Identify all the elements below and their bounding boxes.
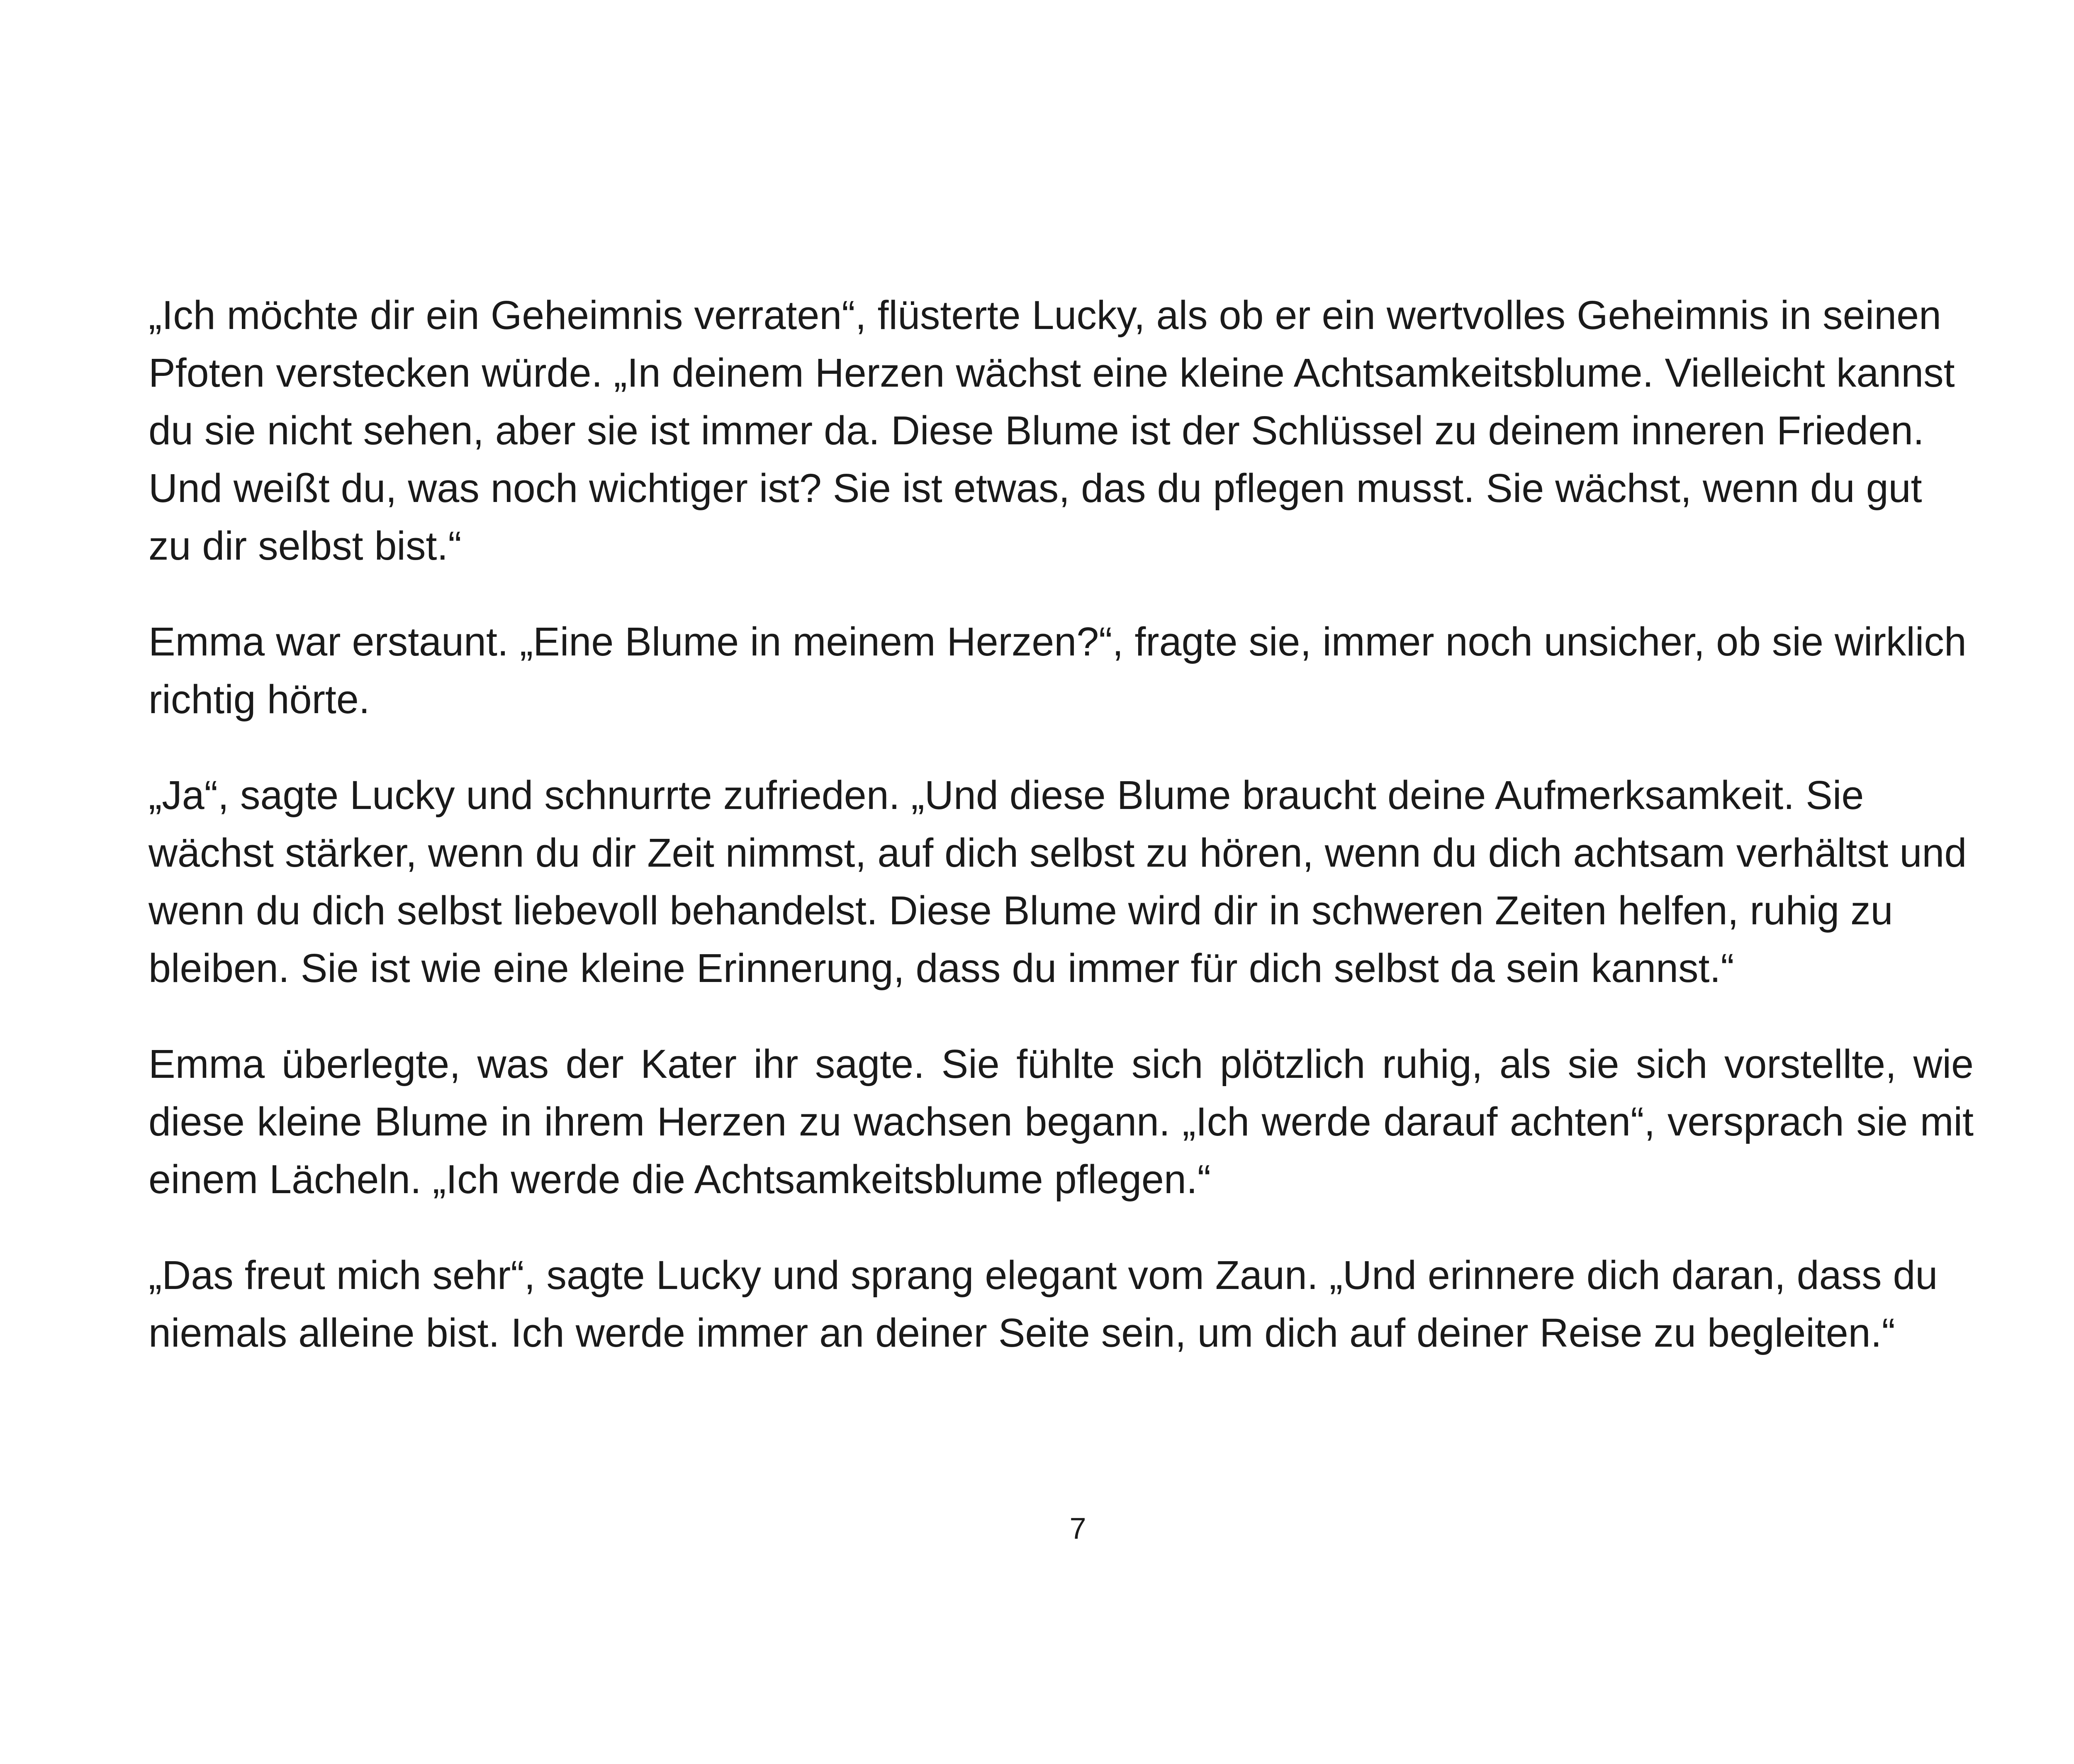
body-text <box>148 286 1974 1400</box>
paragraph-1: „Ich möchte dir ein Geheimnis verraten“, flüsterte Lucky, als ob er ein wertvolles Geheimnis in seinen Pfoten verstecken würde. „In deinem Herzen wächst eine kleine Achtsamkeitsblume. Vielleicht kannst du sie nicht sehen, aber sie ist immer da. Diese Blume ist der Schlüssel zu deinem inneren Frieden. Und weißt du, was noch wichtiger ist? Sie ist etwas, das du pflegen musst. Sie wächst, wenn du gut zu dir selbst bist.“ <box>148 292 1955 568</box>
paragraph-2: Emma war erstaunt. „Eine Blume in meinem Herzen?“, fragte sie, immer noch unsicher, ob sie wirklich richtig hörte. <box>148 619 1967 722</box>
page-number: 7 <box>1069 1512 1086 1545</box>
paragraph-3: „Ja“, sagte Lucky und schnurrte zufrieden. „Und diese Blume braucht deine Aufmerksamkeit. Sie wächst stärker, wenn du dir Zeit nimmst, auf dich selbst zu hören, wenn du dich achtsam verhältst und wenn du dich selbst liebevoll behandelst. Diese Blume wird dir in schweren Zeiten helfen, ruhig zu bleiben. Sie ist wie eine kleine Erinnerung, dass du immer für dich selbst da sein kannst.“ <box>148 772 1967 991</box>
paragraph-5: „Das freut mich sehr“, sagte Lucky und sprang elegant vom Zaun. „Und erinnere dich daran, dass du niemals alleine bist. Ich werde immer an deiner Seite sein, um dich auf deiner Reise zu begleiten.“ <box>148 1252 1938 1355</box>
paragraph-4: Emma überlegte, was der Kater ihr sagte. Sie fühlte sich plötzlich ruhig, als sie sich vorstellte, wie diese kleine Blume in ihrem Herzen zu wachsen begann. „Ich werde darauf achten“, versprach sie mit einem Lächeln. „Ich werde die Achtsamkeitsblume pflegen.“ <box>148 1041 1974 1202</box>
